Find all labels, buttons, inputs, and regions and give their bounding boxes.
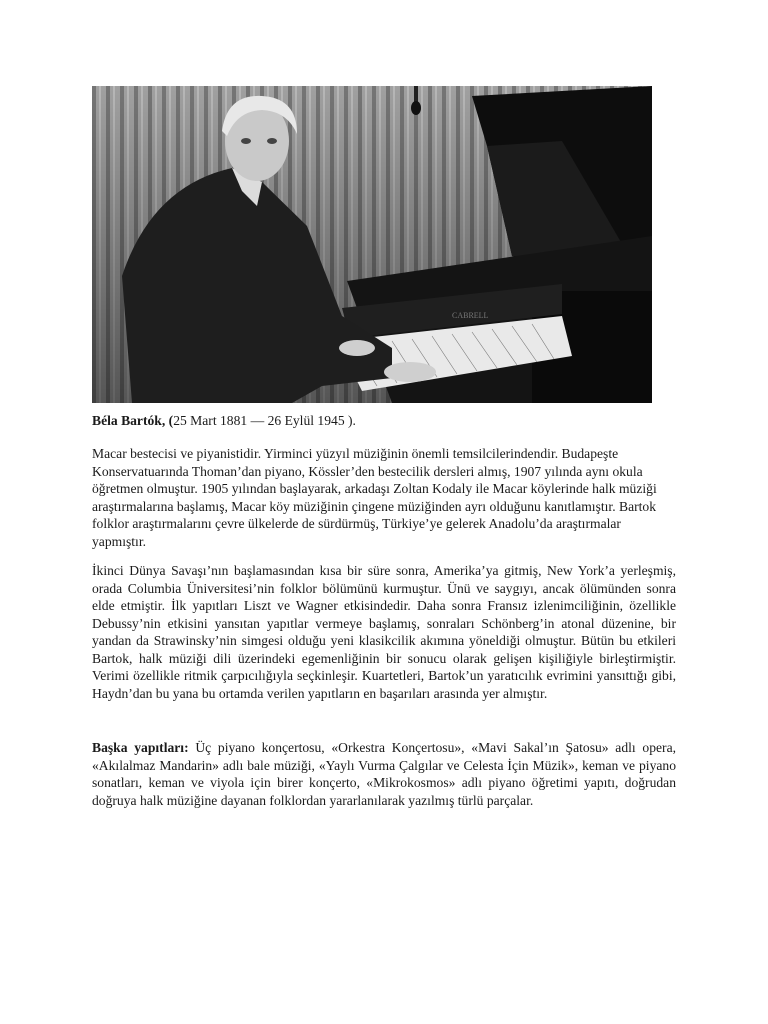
other-works-list: Üç piyano konçertosu, «Orkestra Konçertosu», «Mavi Sakal’ın Şatosu» adlı opera, «Akılalmaz Mandarin» adlı bale müziği, «Yaylı Vurma Çalgılar ve Celesta İçin Müzik», keman ve piyano sonatları, keman ve viyola için birer konçerto, «Mikrokosmos» adlı piyano öğretimi yapıtı, doğrudan doğruya halk müziğine dayanan folklordan yararlanılarak yazılmış türlü parçalar. — [92, 740, 676, 808]
photo-caption — [92, 412, 676, 430]
paragraph-biography: Macar bestecisi ve piyanistidir. Yirminci yüzyıl müziğinin önemli temsilcilerindendir. Budapeşte Konservatuarında Thoman’dan piyano, Kössler’den bestecilik dersleri almış, 1907 yılında aynı okula öğretmen olmuştur. 1905 yılından başlayarak, arkadaşı Zoltan Kodaly ile Macar köylerinde halk müziği araştırmalarına başlamış, Macar köy müziğinin çingene müziğinden ayrı olduğunu kanıtlamıştır. Bartok folklor araştırmalarını çevre ülkelerde de sürdürmüş, Türkiye’ye gelerek Anadolu’da araştırmalar yapmıştır. — [92, 446, 657, 549]
paragraph-career: İkinci Dünya Savaşı’nın başlamasından kısa bir süre sonra, Amerika’ya gitmiş, New York’a yerleşmiş, orada Columbia Üniversitesi’nin folklor bölümünü kurmuştur. Ünü ve saygıyı, ancak ölümünden sonra elde etmiştir. İlk yapıtları Liszt ve Wagner etkisindedir. Daha sonra Fransız izlenimciliğinin, özellikle Debussy’nin etkisini yansıtan yapıtlar vermeye başlamış, sonraları Schönberg’in atonal düzenine, bir yandan da Strawinsky’nin simgesi olduğu yeni klasikcilik akımına yöneldiği olmuştur. Bütün bu etkileri Bartok, halk müziği dili üzerindeki egemenliğinin bir sonucu olarak gelişen kişiliğiyle birleştirmiştir. Verimi özellikle ritmik çarpıcılığıyla seçkinleşir. Kuartetleri, Bartok’un yaratıcılık evrimini yansıttığı gibi, Haydn’dan bu yana bu ortamda verilen yapıtların en başarıları arasında yer almıştır. — [92, 563, 676, 701]
paragraph-other-works — [92, 739, 676, 809]
portrait-photo — [92, 86, 652, 403]
piano-brand: CABRELL — [452, 311, 489, 320]
caption-dates: 25 Mart 1881 — 26 Eylül 1945 ). — [173, 413, 356, 428]
other-works-heading: Başka yapıtları: — [92, 740, 189, 755]
caption-name: Béla Bartók, ( — [92, 413, 174, 428]
